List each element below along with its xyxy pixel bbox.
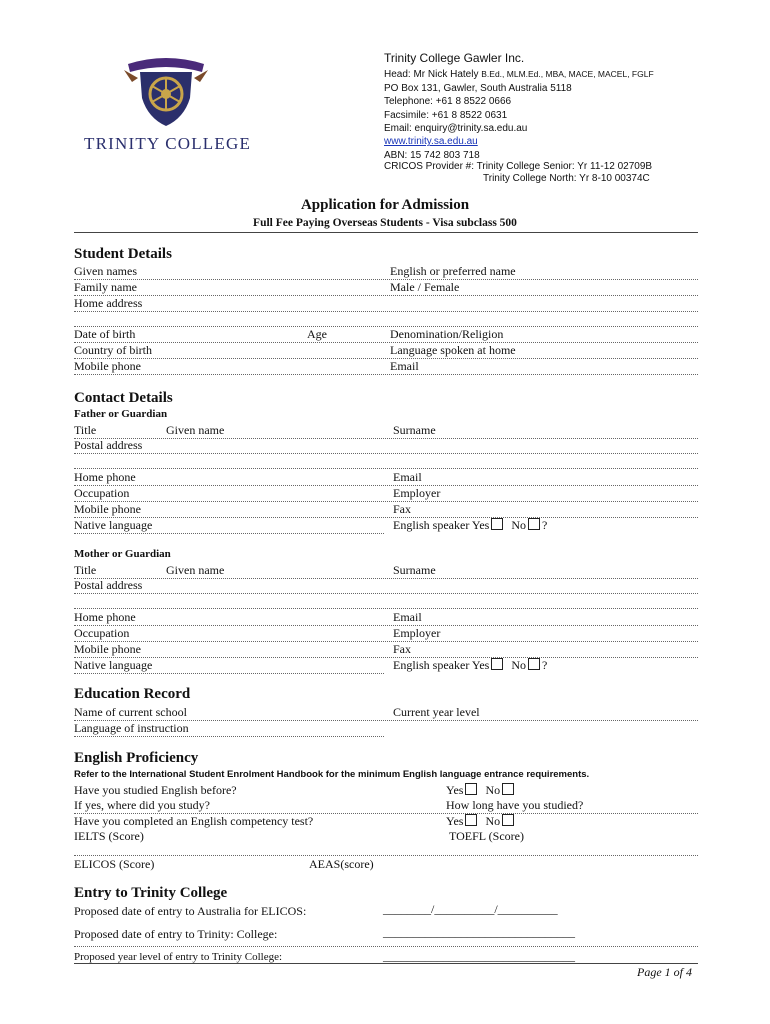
- label-home-phone: Home phone: [74, 470, 136, 484]
- year-level-blank[interactable]: ________________________________: [383, 949, 575, 963]
- label-given-names: Given names: [74, 264, 137, 278]
- label-age: Age: [307, 327, 327, 341]
- label-year-level-entry: Proposed year level of entry to Trinity College:: [74, 951, 283, 963]
- checkbox-yes[interactable]: [491, 518, 503, 530]
- org-name: Trinity College Gawler Inc.: [384, 51, 525, 65]
- label-surname: Surname: [393, 563, 436, 577]
- college-date-blank[interactable]: ________________________________: [383, 925, 575, 939]
- label-gender: Male / Female: [390, 280, 460, 294]
- field-line[interactable]: [74, 533, 384, 534]
- field-line[interactable]: [74, 593, 698, 594]
- field-line[interactable]: [74, 578, 698, 579]
- label-competency-test: Have you completed an English competency test?: [74, 814, 314, 828]
- page-title: Application for Admission: [300, 197, 470, 213]
- head-name: Head: Mr Nick Hately: [384, 69, 479, 81]
- email: Email: enquiry@trinity.sa.edu.au: [384, 123, 528, 135]
- college-crest-logo: [118, 50, 214, 135]
- field-line[interactable]: [74, 501, 698, 502]
- logo-wordmark: TRINITY COLLEGE: [84, 134, 252, 153]
- section-contact-details: Contact Details: [74, 390, 173, 406]
- mother-heading: Mother or Guardian: [74, 548, 171, 560]
- test-yes-no: Yes No: [446, 814, 516, 829]
- label-toefl: TOEFL (Score): [449, 829, 524, 843]
- label-occupation: Occupation: [74, 626, 130, 640]
- checkbox-no[interactable]: [502, 814, 514, 826]
- field-line[interactable]: [74, 673, 384, 674]
- label-fax: Fax: [393, 642, 411, 656]
- label-language-home: Language spoken at home: [390, 343, 516, 357]
- cricos-senior: CRICOS Provider #: Trinity College Senior: Yr 11-12 02709B: [384, 161, 653, 173]
- website-link[interactable]: www.trinity.sa.edu.au: [384, 136, 478, 148]
- label-given-name: Given name: [166, 563, 225, 577]
- field-line[interactable]: [74, 295, 698, 296]
- label-how-long: How long have you studied?: [446, 798, 584, 812]
- page-number: Page 1 of 4: [637, 965, 692, 979]
- field-line[interactable]: [74, 374, 698, 375]
- label-native-language: Native language: [74, 658, 153, 672]
- label-where-studied: If yes, where did you study?: [74, 798, 210, 812]
- label-employer: Employer: [393, 626, 441, 640]
- head-quals: B.Ed., MLM.Ed., MBA, MACE, MACEL, FGLF: [481, 69, 654, 80]
- label-employer: Employer: [393, 486, 441, 500]
- label-mobile: Mobile phone: [74, 642, 141, 656]
- checkbox-yes[interactable]: [465, 783, 477, 795]
- label-native-language: Native language: [74, 518, 153, 532]
- label-family-name: Family name: [74, 280, 137, 294]
- field-line[interactable]: [74, 453, 698, 454]
- field-line[interactable]: [74, 342, 698, 343]
- label-dob: Date of birth: [74, 327, 136, 341]
- english-speaker-question: English speaker Yes No ?: [393, 518, 548, 532]
- english-speaker-question: English speaker Yes No ?: [393, 658, 548, 672]
- field-line[interactable]: [74, 657, 698, 658]
- label-current-school: Name of current school: [74, 705, 187, 719]
- label-email: Email: [393, 470, 422, 484]
- label-studied-english: Have you studied English before?: [74, 783, 237, 797]
- checkbox-yes[interactable]: [465, 814, 477, 826]
- section-english-proficiency: English Proficiency: [74, 750, 199, 766]
- field-line[interactable]: [74, 608, 698, 609]
- label-elicos: ELICOS (Score): [74, 857, 155, 871]
- label-ielts: IELTS (Score): [74, 829, 144, 843]
- label-aeas: AEAS(score): [309, 857, 374, 871]
- label-fax: Fax: [393, 502, 411, 516]
- telephone: Telephone: +61 8 8522 0666: [384, 96, 512, 108]
- label-home-address: Home address: [74, 296, 143, 310]
- label-english-name: English or preferred name: [390, 264, 516, 278]
- label-mobile: Mobile phone: [74, 359, 141, 373]
- father-heading: Father or Guardian: [74, 408, 168, 420]
- studied-yes-no: Yes No: [446, 783, 516, 798]
- elicos-date-blank[interactable]: ________/__________/__________: [383, 902, 558, 916]
- field-line[interactable]: [74, 517, 698, 518]
- label-title: Title: [74, 423, 97, 437]
- label-college-date: Proposed date of entry to Trinity: College:: [74, 927, 278, 941]
- label-title: Title: [74, 563, 97, 577]
- label-year-level: Current year level: [393, 705, 480, 719]
- label-elicos-date: Proposed date of entry to Australia for ELICOS:: [74, 904, 307, 918]
- cricos-north: Trinity College North: Yr 8-10 00374C: [483, 172, 650, 184]
- label-country-of-birth: Country of birth: [74, 343, 152, 357]
- label-occupation: Occupation: [74, 486, 130, 500]
- field-line[interactable]: [74, 438, 698, 439]
- label-email: Email: [390, 359, 419, 373]
- label-email: Email: [393, 610, 422, 624]
- field-line[interactable]: [74, 326, 698, 327]
- field-line[interactable]: [74, 358, 698, 359]
- label-instruction-language: Language of instruction: [74, 721, 189, 735]
- field-line[interactable]: [74, 855, 698, 856]
- section-student-details: Student Details: [74, 246, 172, 262]
- contact-block: [384, 52, 654, 185]
- label-postal-address: Postal address: [74, 578, 143, 592]
- label-postal-address: Postal address: [74, 438, 143, 452]
- field-line[interactable]: [74, 736, 384, 737]
- po-box: PO Box 131, Gawler, South Australia 5118: [384, 82, 572, 94]
- checkbox-no[interactable]: [528, 518, 540, 530]
- label-religion: Denomination/Religion: [390, 327, 504, 341]
- checkbox-no[interactable]: [502, 783, 514, 795]
- label-mobile: Mobile phone: [74, 502, 141, 516]
- field-line[interactable]: [74, 485, 698, 486]
- field-line[interactable]: [74, 625, 698, 626]
- handbook-note: Refer to the International Student Enrolment Handbook for the minimum English language entrance requirements.: [74, 769, 590, 780]
- facsimile: Facsimile: +61 8 8522 0631: [384, 109, 508, 121]
- label-given-name: Given name: [166, 423, 225, 437]
- field-line[interactable]: [74, 311, 698, 312]
- page-subtitle: Full Fee Paying Overseas Students - Visa subclass 500: [253, 217, 517, 229]
- field-line[interactable]: [74, 468, 698, 469]
- section-entry: Entry to Trinity College: [74, 885, 228, 901]
- checkbox-no[interactable]: [528, 658, 540, 670]
- abn: ABN: 15 742 803 718: [384, 149, 480, 161]
- checkbox-yes[interactable]: [491, 658, 503, 670]
- field-line[interactable]: [74, 279, 698, 280]
- field-line[interactable]: [74, 946, 698, 947]
- field-line[interactable]: [74, 641, 698, 642]
- label-surname: Surname: [393, 423, 436, 437]
- label-home-phone: Home phone: [74, 610, 136, 624]
- section-education-record: Education Record: [74, 686, 191, 702]
